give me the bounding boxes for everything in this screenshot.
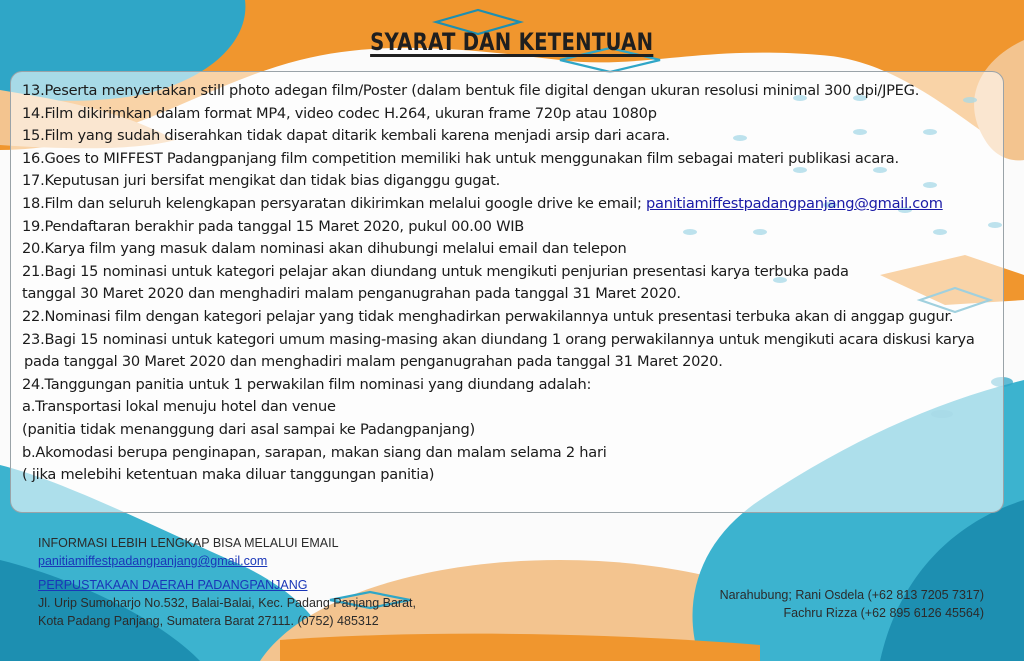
library-link[interactable]: PERPUSTAKAAN DAERAH PADANGPANJANG [38,578,308,592]
term-item: 14.Film dikirimkan dalam format MP4, video codec H.264, ukuran frame 720p atau 1080p [22,104,657,122]
term-item: 19.Pendaftaran berakhir pada tanggal 15 Maret 2020, pukul 00.00 WIB [22,217,525,235]
info-block [38,534,416,630]
term-item-with-email [22,193,1007,216]
term-item: 13.Peserta menyertakan still photo adegan film/Poster (dalam bentuk file digital dengan ukuran resolusi minimal 300 dpi/JPEG. [22,82,920,99]
contact-line-1: Narahubung; Rani Osdela (+62 813 7205 7317) [719,588,984,602]
title-text: SYARAT DAN KETENTUAN [370,28,654,56]
term-item: 16.Goes to MIFFEST Padangpanjang film competition memiliki hak untuk menggunakan film sebagai materi publikasi acara. [22,149,899,167]
info-email-link[interactable]: panitiamiffestpadangpanjang@gmail.com [38,554,268,568]
terms-list [22,80,1007,487]
address-line-1: Jl. Urip Sumoharjo No.532, Balai-Balai, Kec. Padang Panjang Barat, [38,596,416,610]
term-item: 22.Nominasi film dengan kategori pelajar yang tidak menghadirkan perwakilannya untuk presentasi terbuka akan di anggap gugur. [22,307,954,325]
term-text: 18.Film dan seluruh kelengkapan persyaratan dikirimkan melalui google drive ke email; [22,194,647,212]
term-item: 15.Film yang sudah diserahkan tidak dapat ditarik kembali karena menjadi arsip dari acara. [22,127,670,145]
term-note: ( jika melebihi ketentuan maka diluar tanggungan panitia) [22,466,435,484]
term-subitem: a.Transportasi lokal menuju hotel dan venue [22,398,336,416]
term-item: 23.Bagi 15 nominasi untuk kategori umum masing-masing akan diundang 1 orang perwakilannya untuk mengikuti acara diskusi karya [22,330,975,348]
term-item: 17.Keputusan juri bersifat mengikat dan tidak bias diganggu gugat. [22,172,500,190]
contact-line-2: Fachru Rizza (+62 895 6126 45564) [783,606,984,620]
term-note: (panitia tidak menanggung dari asal sampai ke Padangpanjang) [22,420,475,438]
term-item: 20.Karya film yang masuk dalam nominasi akan dihubungi melalui email dan telepon [22,240,627,258]
term-item: 24.Tanggungan panitia untuk 1 perwakilan film nominasi yang diundang adalah: [22,375,592,393]
submission-email-link[interactable]: panitiamiffestpadangpanjang@gmail.com [646,194,943,212]
term-item: 21.Bagi 15 nominasi untuk kategori pelajar akan diundang untuk mengikuti penjurian presentasi karya terbuka pada [22,262,849,280]
address-line-2: Kota Padang Panjang, Sumatera Barat 27111. (0752) 485312 [38,614,379,628]
info-heading: INFORMASI LEBIH LENGKAP BISA MELALUI EMAIL [38,536,339,550]
contact-block [720,586,984,622]
term-item-continuation: pada tanggal 30 Maret 2020 dan menghadiri malam penganugrahan pada tanggal 31 Maret 2020. [24,353,723,371]
term-item-continuation: tanggal 30 Maret 2020 dan menghadiri malam penganugrahan pada tanggal 31 Maret 2020. [22,285,681,303]
page-title [0,28,1024,56]
term-subitem: b.Akomodasi berupa penginapan, sarapan, makan siang dan malam selama 2 hari [22,443,607,461]
